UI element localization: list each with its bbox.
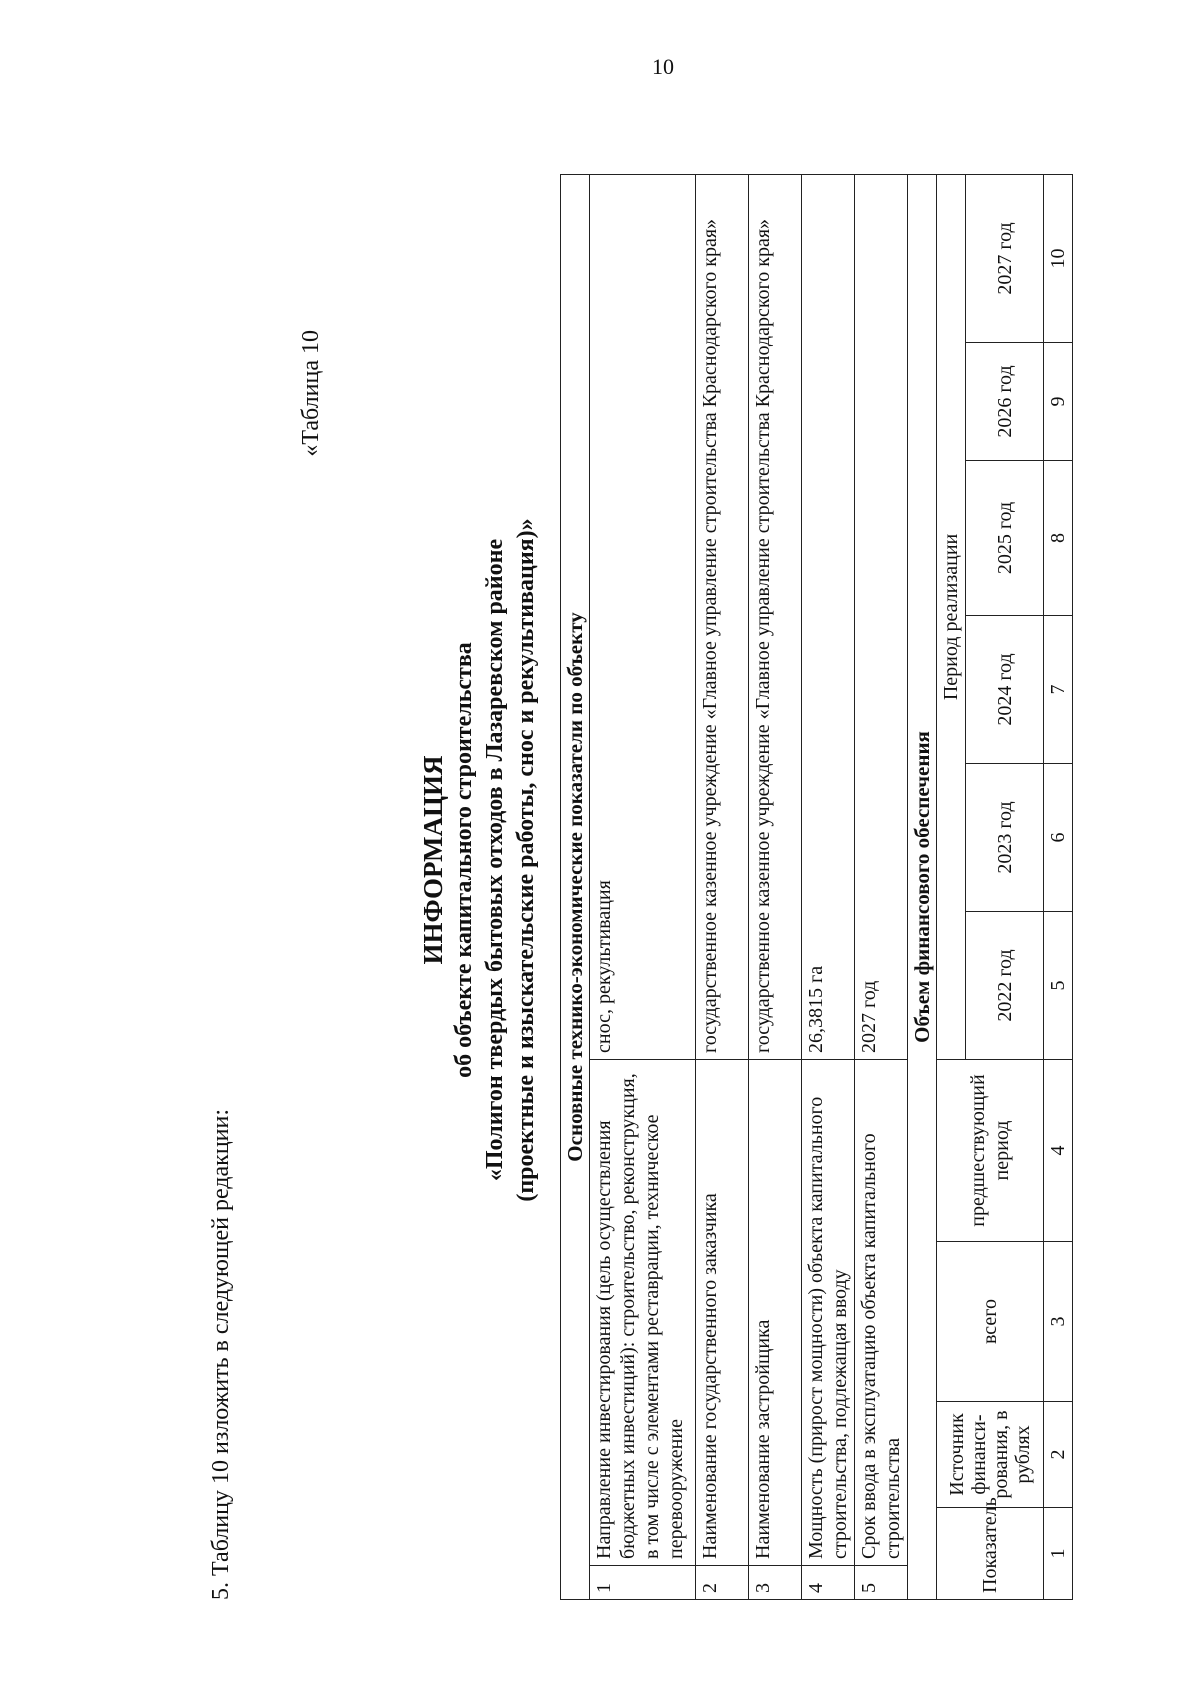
table-reference: «Таблица 10 (298, 330, 324, 457)
column-number: 1 (1044, 1508, 1073, 1600)
section-title-row (561, 174, 590, 1599)
header-total: всего (937, 1242, 1044, 1402)
row-value: 2027 год (855, 174, 908, 1059)
landscape-page-content (160, 120, 1120, 1600)
header-source: Источник финанси-рования, в рублях (937, 1402, 1044, 1508)
heading-line-4: (проектные и изыскательские работы, снос и рекультивация)» (513, 518, 539, 1202)
row-number: 4 (802, 1566, 855, 1600)
header-year: 2026 год (966, 343, 1044, 461)
table-row (855, 174, 908, 1599)
object-info-table (560, 174, 1073, 1600)
column-number: 7 (1044, 616, 1073, 764)
row-number: 5 (855, 1566, 908, 1600)
column-number: 10 (1044, 174, 1073, 342)
column-number: 9 (1044, 343, 1073, 461)
row-value: государственное казенное учреждение «Главное управление строительства Краснодарского края» (749, 174, 802, 1059)
header-year: 2025 год (966, 461, 1044, 616)
header-period-group: Период реализации (937, 174, 966, 1059)
row-value: 26,3815 га (802, 174, 855, 1059)
section-title-indicators: Основные технико-экономические показатели по объекту (561, 174, 590, 1599)
column-numbers-row (1044, 174, 1073, 1599)
column-number: 8 (1044, 461, 1073, 616)
row-value: снос, рекультивация (590, 174, 696, 1059)
row-number: 2 (696, 1566, 749, 1600)
heading-line-3: «Полигон твердых бытовых отходов в Лазаревском районе (482, 538, 508, 1182)
header-year: 2023 год (966, 764, 1044, 912)
header-year: 2024 год (966, 616, 1044, 764)
header-previous-period: предшествующий период (937, 1060, 1044, 1242)
column-number: 6 (1044, 764, 1073, 912)
table-row (590, 174, 696, 1599)
row-number: 3 (749, 1566, 802, 1600)
page-number: 10 (652, 54, 674, 79)
row-label: Направление инвестирования (цель осуществления бюджетных инвестиций): строительство, реконструкция, в том числе с элементами реставрации, техническое перевооружение (590, 1060, 696, 1566)
column-number: 3 (1044, 1242, 1073, 1402)
column-number: 2 (1044, 1402, 1073, 1508)
heading-line-2: об объекте капитального строительства (451, 642, 477, 1078)
row-label: Срок ввода в эксплуатацию объекта капитального строительства (855, 1060, 908, 1566)
row-label: Наименование государственного заказчика (696, 1060, 749, 1566)
row-number: 1 (590, 1566, 696, 1600)
heading-title: ИНФОРМАЦИЯ (418, 755, 448, 965)
intro-text: 5. Таблицу 10 изложить в следующей редакции: (208, 1108, 234, 1600)
document-heading (418, 120, 542, 1600)
fin-header-row (937, 174, 966, 1599)
table-row (696, 174, 749, 1599)
section-title-row (908, 174, 937, 1599)
row-value: государственное казенное учреждение «Главное управление строительства Краснодарского края» (696, 174, 749, 1059)
column-number: 5 (1044, 912, 1073, 1060)
table-row (749, 174, 802, 1599)
column-number: 4 (1044, 1060, 1073, 1242)
header-year: 2022 год (966, 912, 1044, 1060)
header-indicator: Показатель (937, 1508, 1044, 1600)
row-label: Мощность (прирост мощности) объекта капитального строительства, подлежащая вводу (802, 1060, 855, 1566)
table-row (802, 174, 855, 1599)
header-year: 2027 год (966, 174, 1044, 342)
row-label: Наименование застройщика (749, 1060, 802, 1566)
section-title-financing: Объем финансового обеспечения (908, 174, 937, 1599)
